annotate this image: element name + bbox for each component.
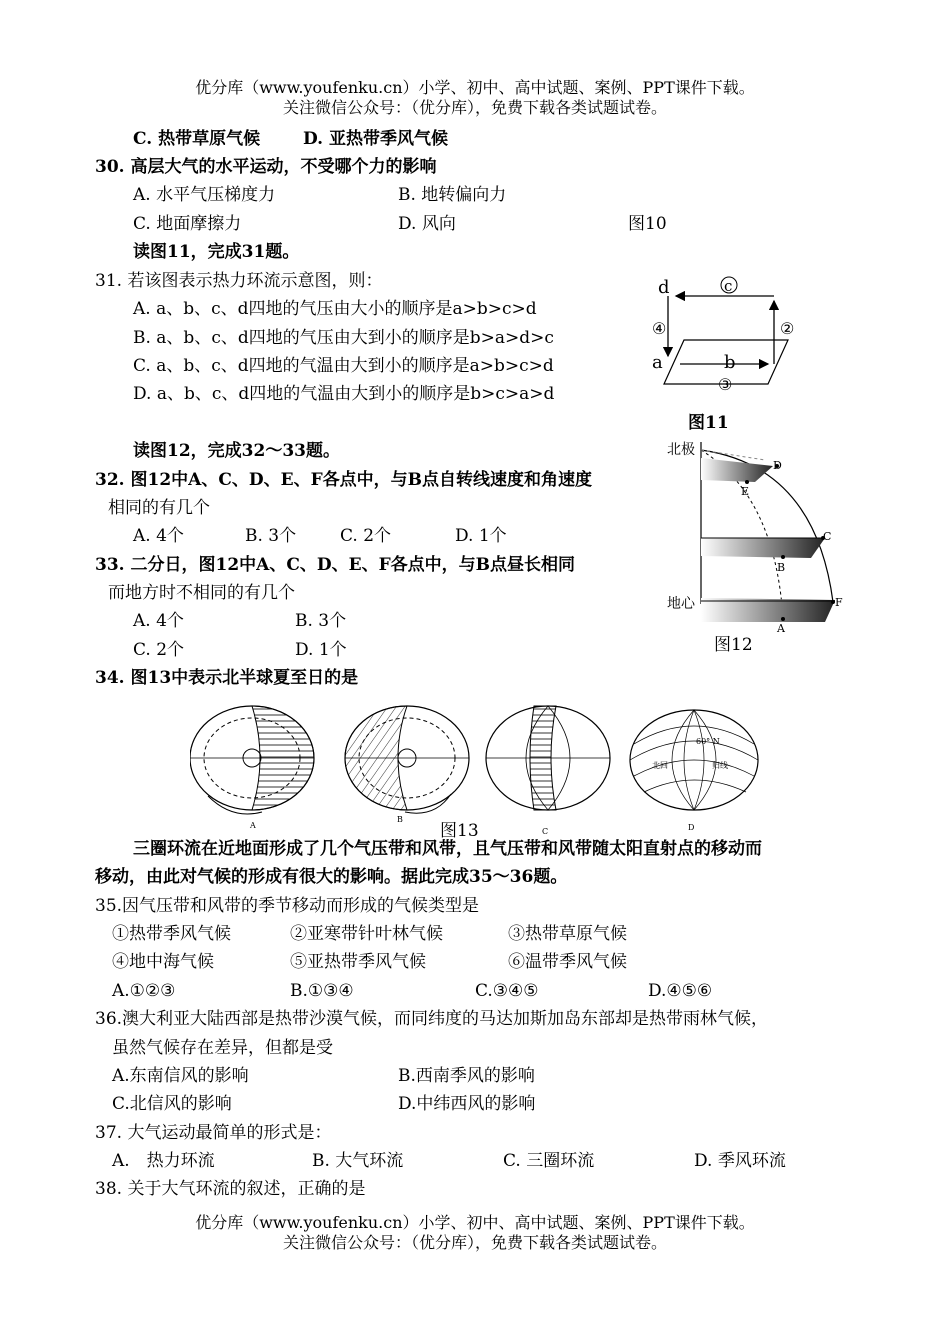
q30-stem: 30. 高层大气的水平运动，不受哪个力的影响	[95, 157, 437, 177]
q35-option-a: A.①②③	[112, 981, 176, 1001]
fig11-diagram	[640, 268, 820, 398]
fig13-lat60: 60° N	[696, 737, 720, 746]
q33-option-b: B. 3个	[295, 611, 347, 631]
fig13-label-c: C	[542, 827, 549, 836]
q32-option-c: C. 2个	[340, 526, 392, 546]
q32-option-a: A. 4个	[133, 526, 184, 546]
q33-stem-line1: 33. 二分日，图12中A、C、D、E、F各点中，与B点昼长相同	[95, 555, 576, 575]
q35-item-5: ⑤亚热带季风气候	[290, 952, 426, 972]
q31-option-a: A. a、b、c、d四地的气压由大小的顺序是a>b>c>d	[133, 299, 537, 319]
q30-option-c: C. 地面摩擦力	[133, 214, 242, 234]
q35-stem: 35.因气压带和风带的季节移动而形成的气候类型是	[95, 896, 480, 916]
fig13-globe-c	[486, 706, 610, 836]
fig11-label-d: d	[658, 277, 670, 298]
q34-stem: 34. 图13中表示北半球夏至日的是	[95, 668, 359, 688]
q35-item-6: ⑥温带季风气候	[508, 952, 627, 972]
q33-option-d: D. 1个	[295, 640, 347, 660]
fig13-label-a: A	[250, 821, 256, 830]
fig13-globe-a	[190, 706, 314, 830]
q36-stem-line2: 虽然气候存在差异，但都是受	[112, 1038, 333, 1058]
fig12-diagram	[665, 436, 850, 636]
fig11-num-4: ④	[652, 319, 667, 338]
q32-option-d: D. 1个	[455, 526, 507, 546]
fig13-diagram	[190, 694, 780, 844]
q37-option-a: A. 热力环流	[112, 1151, 215, 1171]
q35-item-1: ①热带季风气候	[112, 924, 231, 944]
q36-option-b: B.西南季风的影响	[398, 1066, 535, 1086]
q32-stem-line2: 相同的有几个	[108, 498, 210, 518]
fig13-label-d: D	[688, 823, 695, 832]
q29-option-d: D. 亚热带季风气候	[303, 129, 448, 149]
q36-option-a: A.东南信风的影响	[112, 1066, 249, 1086]
fig11-label-a: a	[652, 352, 663, 373]
fig12-north-pole: 北极	[667, 442, 695, 458]
fig10-caption: 图10	[628, 214, 667, 234]
q36-option-c: C.北信风的影响	[112, 1094, 232, 1114]
header-line-1: 优分库（www.youfenku.cn）小学、初中、高中试题、案例、PPT课件下载。	[195, 78, 755, 97]
q31-option-b: B. a、b、c、d四地的气压由大到小的顺序是b>a>d>c	[133, 328, 554, 348]
fig12-point-c: C	[823, 530, 832, 543]
intro-line2: 移动，由此对气候的形成有很大的影响。据此完成35～36题。	[95, 867, 568, 887]
footer-line-1: 优分库（www.youfenku.cn）小学、初中、高中试题、案例、PPT课件下载。	[195, 1213, 755, 1232]
fig13-globe-b	[345, 706, 469, 824]
fig12-point-a: A	[777, 622, 785, 635]
fig11-label-b: b	[724, 352, 736, 373]
q35-item-3: ③热带草原气候	[508, 924, 627, 944]
q29-option-c: C. 热带草原气候	[133, 129, 261, 149]
fig13-globe-d	[630, 710, 758, 832]
q32-option-b: B. 3个	[245, 526, 297, 546]
q35-item-2: ②亚寒带针叶林气候	[290, 924, 443, 944]
q35-option-d: D.④⑤⑥	[648, 981, 713, 1001]
read-fig11: 读图11，完成31题。	[133, 242, 300, 262]
q37-stem: 37. 大气运动最简单的形式是：	[95, 1123, 332, 1143]
fig11-num-3: ③	[718, 375, 733, 394]
q30-option-b: B. 地转偏向力	[398, 185, 507, 205]
q33-stem-line2: 而地方时不相同的有几个	[108, 583, 295, 603]
footer-line-2: 关注微信公众号：（优分库），免费下载各类试题试卷。	[282, 1233, 667, 1252]
fig11-caption: 图11	[688, 413, 729, 433]
read-fig12: 读图12，完成32～33题。	[133, 441, 340, 461]
fig12-caption: 图12	[714, 635, 753, 655]
q33-option-a: A. 4个	[133, 611, 184, 631]
intro-line1: 三圈环流在近地面形成了几个气压带和风带，且气压带和风带随太阳直射点的移动而	[133, 839, 762, 859]
q30-option-a: A. 水平气压梯度力	[133, 185, 276, 205]
fig13-tropic-left: 北回	[652, 761, 668, 770]
fig12-point-b: B	[777, 561, 786, 574]
q35-option-b: B.①③④	[290, 981, 354, 1001]
fig13-caption: 图13	[440, 821, 479, 841]
q35-option-c: C.③④⑤	[475, 981, 539, 1001]
q32-stem-line1: 32. 图12中A、C、D、E、F各点中，与B点自转线速度和角速度	[95, 470, 593, 490]
fig13-tropic-right: 归线	[712, 761, 728, 770]
header-line-2: 关注微信公众号：（优分库），免费下载各类试题试卷。	[282, 98, 667, 117]
q37-option-d: D. 季风环流	[694, 1151, 786, 1171]
q35-item-4: ④地中海气候	[112, 952, 214, 972]
q36-option-d: D.中纬西风的影响	[398, 1094, 536, 1114]
q38-stem: 38. 关于大气环流的叙述，正确的是	[95, 1179, 366, 1199]
q30-option-d: D. 风向	[398, 214, 456, 234]
fig11-num-2: ②	[780, 319, 795, 338]
q37-option-b: B. 大气环流	[312, 1151, 404, 1171]
q31-option-c: C. a、b、c、d四地的气温由大到小的顺序是a>b>c>d	[133, 356, 554, 376]
fig12-point-e: E	[741, 485, 750, 498]
fig11-label-c: c	[724, 277, 733, 295]
q33-option-c: C. 2个	[133, 640, 185, 660]
q36-stem-line1: 36.澳大利亚大陆西部是热带沙漠气候，而同纬度的马达加斯加岛东部却是热带雨林气候，	[95, 1009, 769, 1029]
fig12-point-d: D	[773, 459, 782, 472]
q31-option-d: D. a、b、c、d四地的气温由大到小的顺序是b>c>a>d	[133, 384, 555, 404]
q31-stem: 31. 若该图表示热力环流示意图，则：	[95, 271, 383, 291]
fig13-label-b: B	[397, 815, 403, 824]
fig12-point-f: F	[835, 596, 843, 609]
fig12-earth-center: 地心	[667, 596, 695, 612]
q37-option-c: C. 三圈环流	[503, 1151, 595, 1171]
